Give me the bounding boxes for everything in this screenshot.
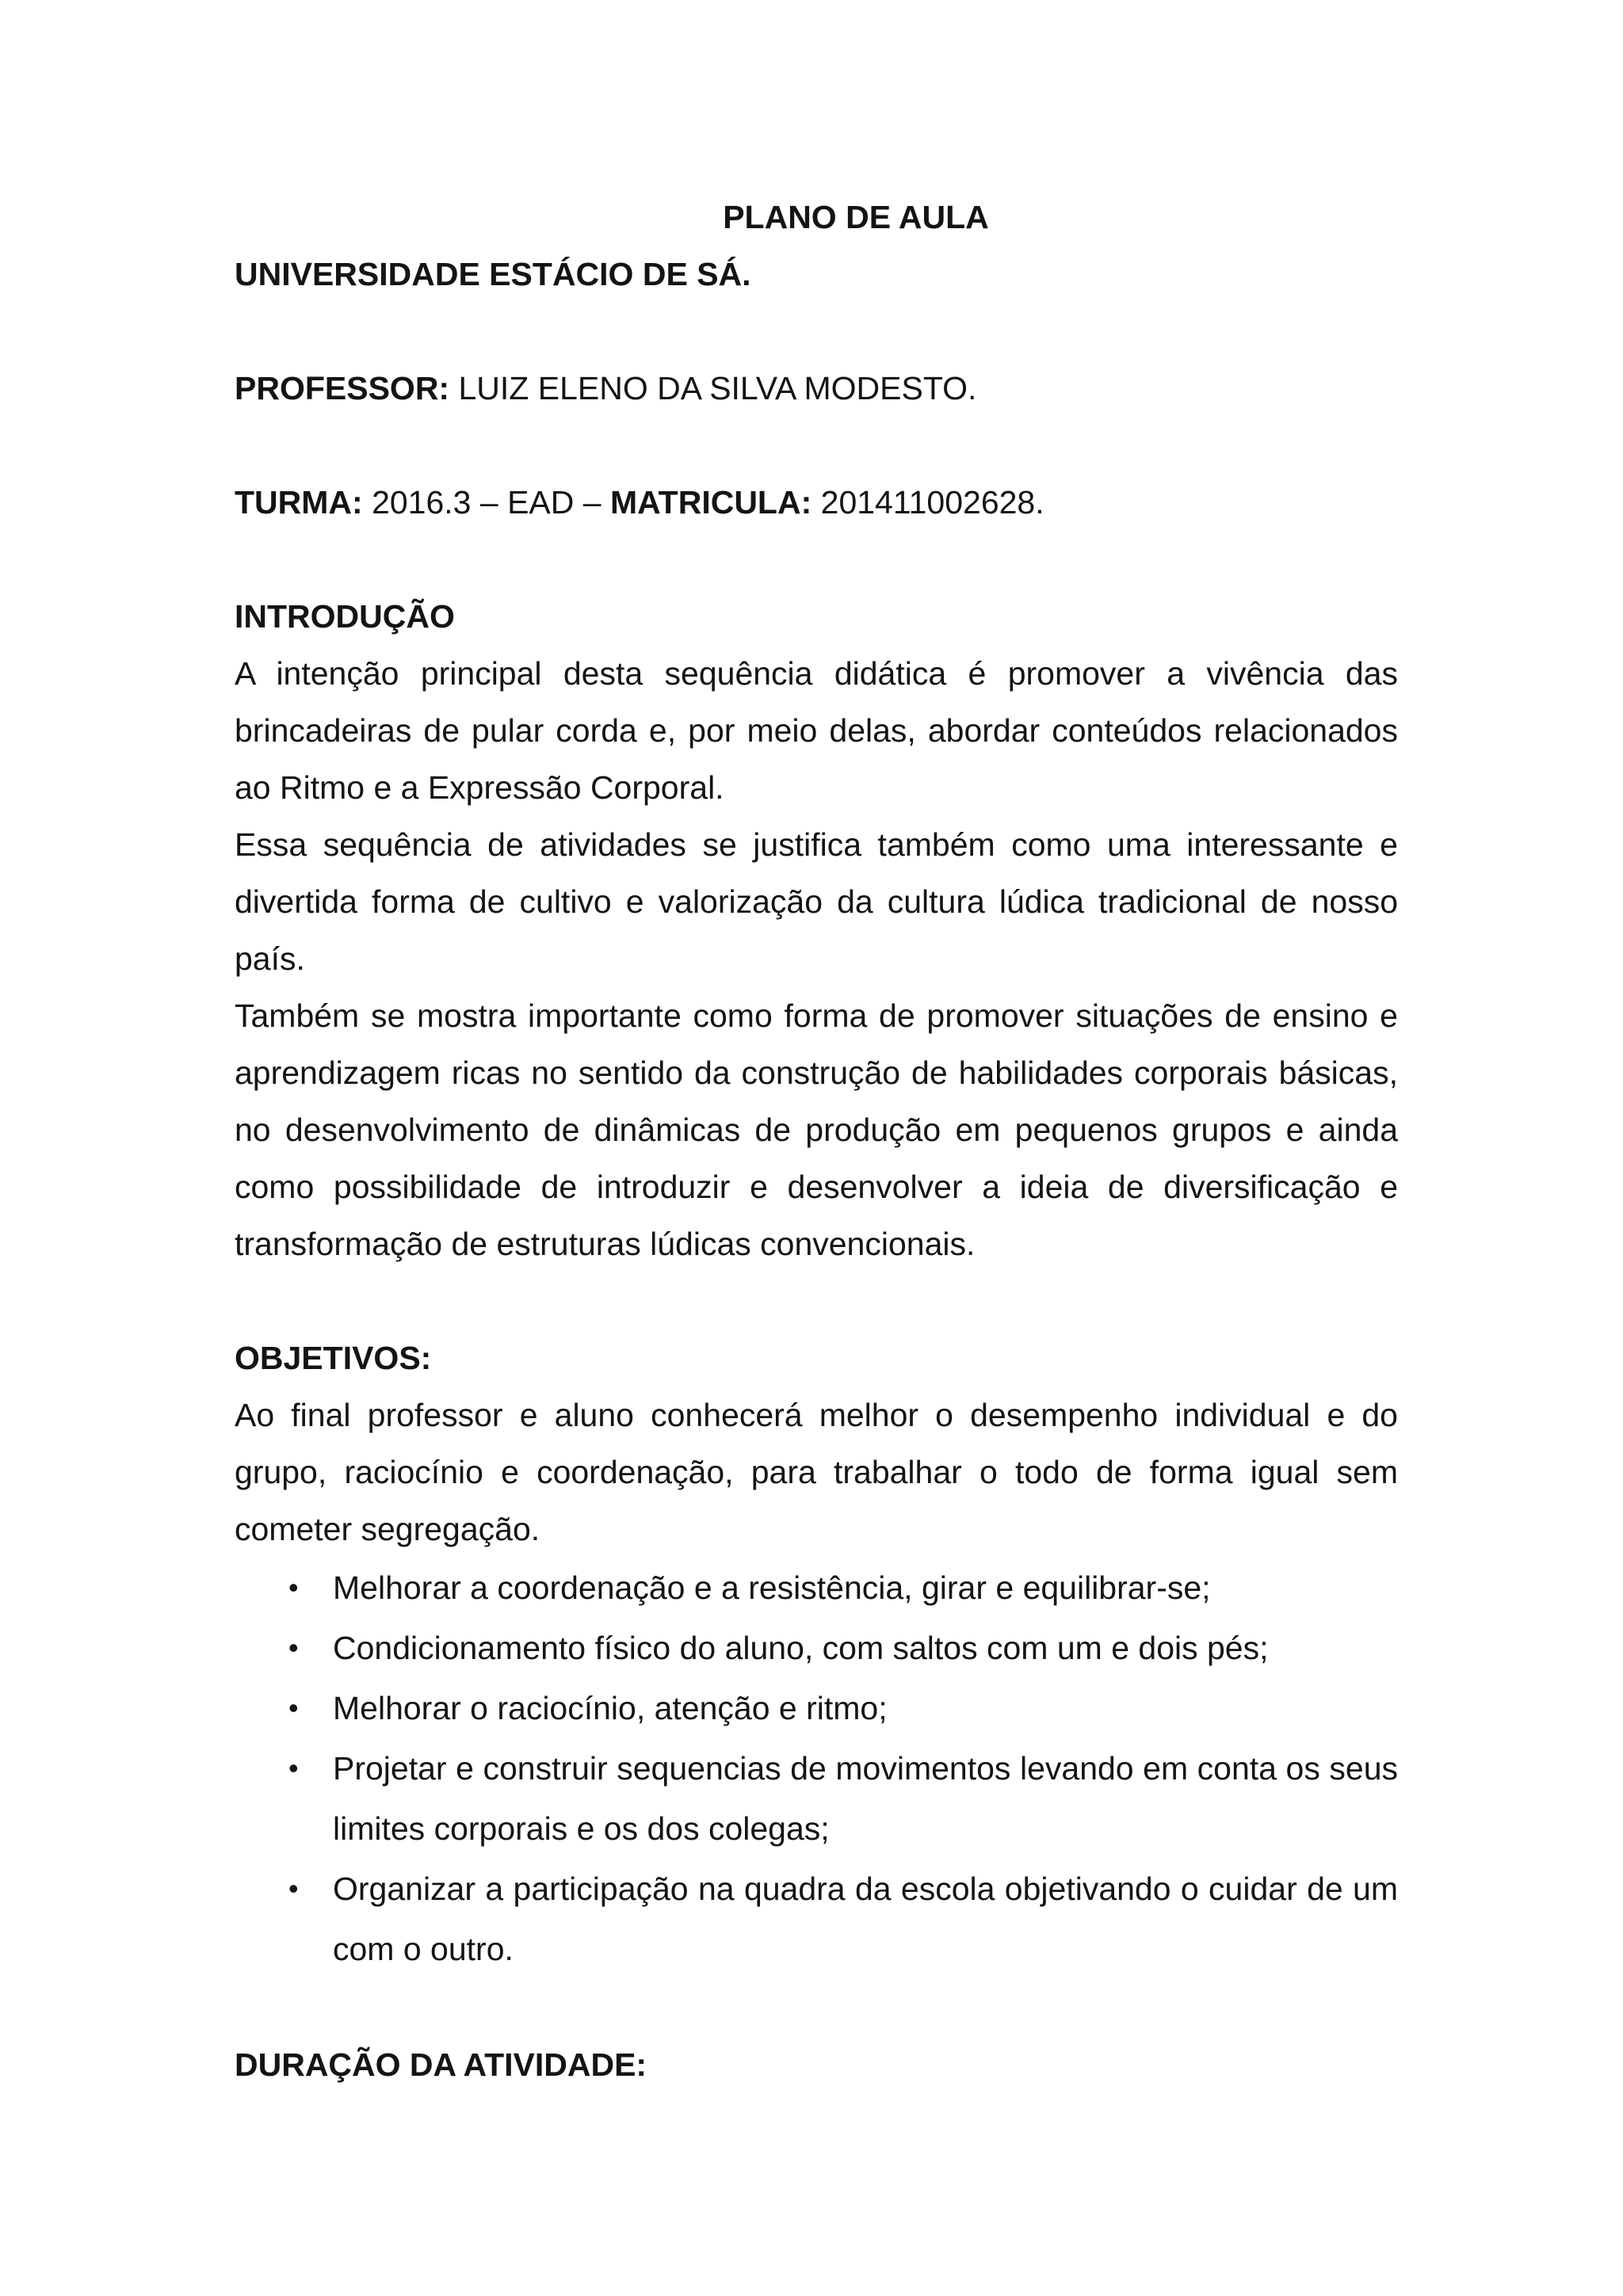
objectives-list <box>235 1558 1398 1979</box>
matricula-value: 201411002628. <box>812 484 1044 521</box>
class-line <box>235 474 1398 531</box>
objective-item <box>235 1859 1398 1979</box>
objective-text: Projetar e construir sequencias de movimentos levando em conta os seus limites corporais e os dos colegas; <box>333 1750 1398 1847</box>
bullet-icon: • <box>288 1631 299 1664</box>
spacer <box>235 303 1398 360</box>
spacer <box>235 1272 1398 1329</box>
matricula-label: MATRICULA: <box>609 484 812 521</box>
bullet-icon: • <box>288 1571 299 1604</box>
introduction-heading: INTRODUÇÃO <box>235 598 455 635</box>
objective-item <box>235 1738 1398 1859</box>
bullet-icon: • <box>288 1691 299 1724</box>
spacer <box>235 417 1398 474</box>
objective-item <box>235 1678 1398 1738</box>
professor-name: LUIZ ELENO DA SILVA MODESTO. <box>449 370 977 406</box>
turma-value: 2016.3 – EAD – <box>362 484 610 521</box>
introduction-paragraph: Essa sequência de atividades se justifica também como uma interessante e divertida forma de cultivo e valorização da cultura lúdica tradicional de nosso país. <box>235 826 1398 977</box>
objective-text: Melhorar o raciocínio, atenção e ritmo; <box>333 1690 888 1726</box>
introduction-paragraph: Também se mostra importante como forma de promover situações de ensino e aprendizagem ricas no sentido da construção de habilidades corporais básicas, no desenvolvimento de dinâmicas de produção em pequenos grupos e ainda como possibilidade de introduzir e desenvolver a ideia de diversificação e transformação de estruturas lúdicas convencionais. <box>235 997 1398 1262</box>
objective-text: Organizar a participação na quadra da escola objetivando o cuidar de um com o outro. <box>333 1871 1398 1967</box>
turma-label: TURMA: <box>235 484 363 521</box>
document-body <box>235 189 1398 2093</box>
document-title: PLANO DE AULA <box>723 199 989 235</box>
introduction-paragraph: A intenção principal desta sequência didática é promover a vivência das brincadeiras de pular corda e, por meio delas, abordar conteúdos relacionados ao Ritmo e a Expressão Corporal. <box>235 655 1398 806</box>
spacer <box>235 1979 1398 2036</box>
objective-item <box>235 1618 1398 1678</box>
duration-heading: DURAÇÃO DA ATIVIDADE: <box>235 2046 647 2083</box>
objective-item <box>235 1558 1398 1618</box>
professor-line <box>235 360 1398 417</box>
objectives-heading: OBJETIVOS: <box>235 1340 432 1376</box>
institution-name: UNIVERSIDADE ESTÁCIO DE SÁ. <box>235 256 751 292</box>
objectives-intro: Ao final professor e aluno conhecerá melhor o desempenho individual e do grupo, raciocínio e coordenação, para trabalhar o todo de forma igual sem cometer segregação. <box>235 1397 1398 1547</box>
bullet-icon: • <box>288 1752 299 1784</box>
bullet-icon: • <box>288 1872 299 1905</box>
objective-text: Condicionamento físico do aluno, com saltos com um e dois pés; <box>333 1630 1269 1666</box>
objective-text: Melhorar a coordenação e a resistência, girar e equilibrar-se; <box>333 1569 1211 1606</box>
spacer <box>235 531 1398 588</box>
professor-label: PROFESSOR: <box>235 370 450 406</box>
